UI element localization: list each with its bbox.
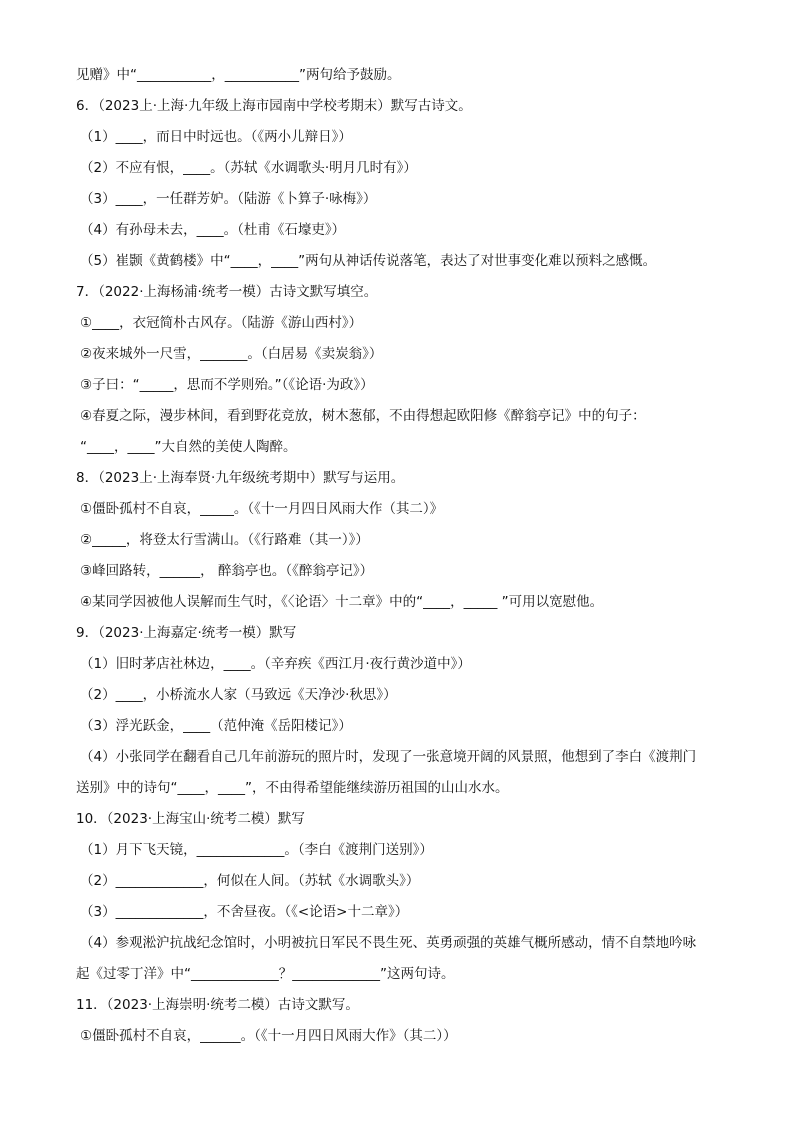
question-item: （1）旧时茅店社林边，____。（辛弃疾《西江月·夜行黄沙道中》） [80,656,471,672]
question-item: ①僵卧孤村不自哀，_____。（《十一月四日风雨大作（其二）》 [80,501,444,517]
question-heading: 11．（2023·上海崇明·统考二模）古诗文默写。 [76,997,359,1013]
question-item: （1）____，而日中时远也。（《两小儿辩日》） [80,129,352,145]
question-item: ①僵卧孤村不自哀，______。（《十一月四日风雨大作》（其二）） [80,1028,457,1044]
question-item: （1）月下飞天镜，_____________。（李白《渡荆门送别》） [80,842,433,858]
question-item: ①____，衣冠简朴古风存。（陆游《游山西村》） [80,315,363,331]
question-heading: 8．（2023上·上海奉贤·九年级统考期中）默写与运用。 [76,470,405,486]
question-item: （3）浮光跃金，____（范仲淹《岳阳楼记》） [80,718,352,734]
question-item: （3）____，一任群芳妒。（陆游《卜算子·咏梅》） [80,191,377,207]
question-item: （4）小张同学在翻看自己几年前游玩的照片时，发现了一张意境开阔的风景照，他想到了李白《渡荆门 [80,749,697,765]
question-item: ③峰回路转，______， 醉翁亭也。（《醉翁亭记》） [80,563,374,579]
question-item: （4）参观淞沪抗战纪念馆时，小明被抗日军民不畏生死、英勇顽强的英雄气概所感动，情不自禁地吟咏 [80,935,697,951]
question-item: （2）_____________，何似在人间。（苏轼《水调歌头》） [80,873,420,889]
question-heading: 6．（2023上·上海·九年级上海市园南中学校考期末）默写古诗文。 [76,98,472,114]
question-item: （3）_____________，不舍昼夜。（《<论语>十二章》） [80,904,409,920]
question-item: （2）____，小桥流水人家（马致远《天净沙·秋思》） [80,687,397,703]
question-item: ④某同学因被他人误解而生气时，《〈论语〉十二章》中的“____，_____ ”可用以宽慰他。 [80,594,604,610]
exam-content [76,60,736,1052]
text-line: 见赠》中“___________，___________”两句给予鼓励。 [76,67,401,83]
question-item: “____，____”大自然的美使人陶醉。 [80,439,297,455]
text-line: 送别》中的诗句“____，____”，不由得希望能继续游历祖国的山山水水。 [76,780,509,796]
question-heading: 7．（2022·上海杨浦·统考一模）古诗文默写填空。 [76,284,378,300]
question-item: （4）有孙母未去，____。（杜甫《石壕吏》） [80,222,346,238]
question-item: （2）不应有恨，____。（苏轼《水调歌头·明月几时有》） [80,160,417,176]
question-item: ④春夏之际，漫步林间，看到野花竞放，树木葱郁，不由得想起欧阳修《醉翁亭记》中的句子： [80,408,646,424]
question-item: （5）崔颢《黄鹤楼》中“____，____”两句从神话传说落笔，表达了对世事变化难以预料之感慨。 [80,253,657,269]
question-item: ②_____，将登太行雪满山。（《行路难（其一）》） [80,532,369,548]
text-line: 起《过零丁洋》中“_____________？_____________”这两句诗。 [76,966,455,982]
question-heading: 9．（2023·上海嘉定·统考一模）默写 [76,625,297,641]
question-heading: 10．（2023·上海宝山·统考二模）默写 [76,811,305,827]
question-item: ③子曰：“_____，思而不学则殆。”（《论语·为政》） [80,377,374,393]
question-item: ②夜来城外一尺雪，_______。（白居易《卖炭翁》） [80,346,383,362]
